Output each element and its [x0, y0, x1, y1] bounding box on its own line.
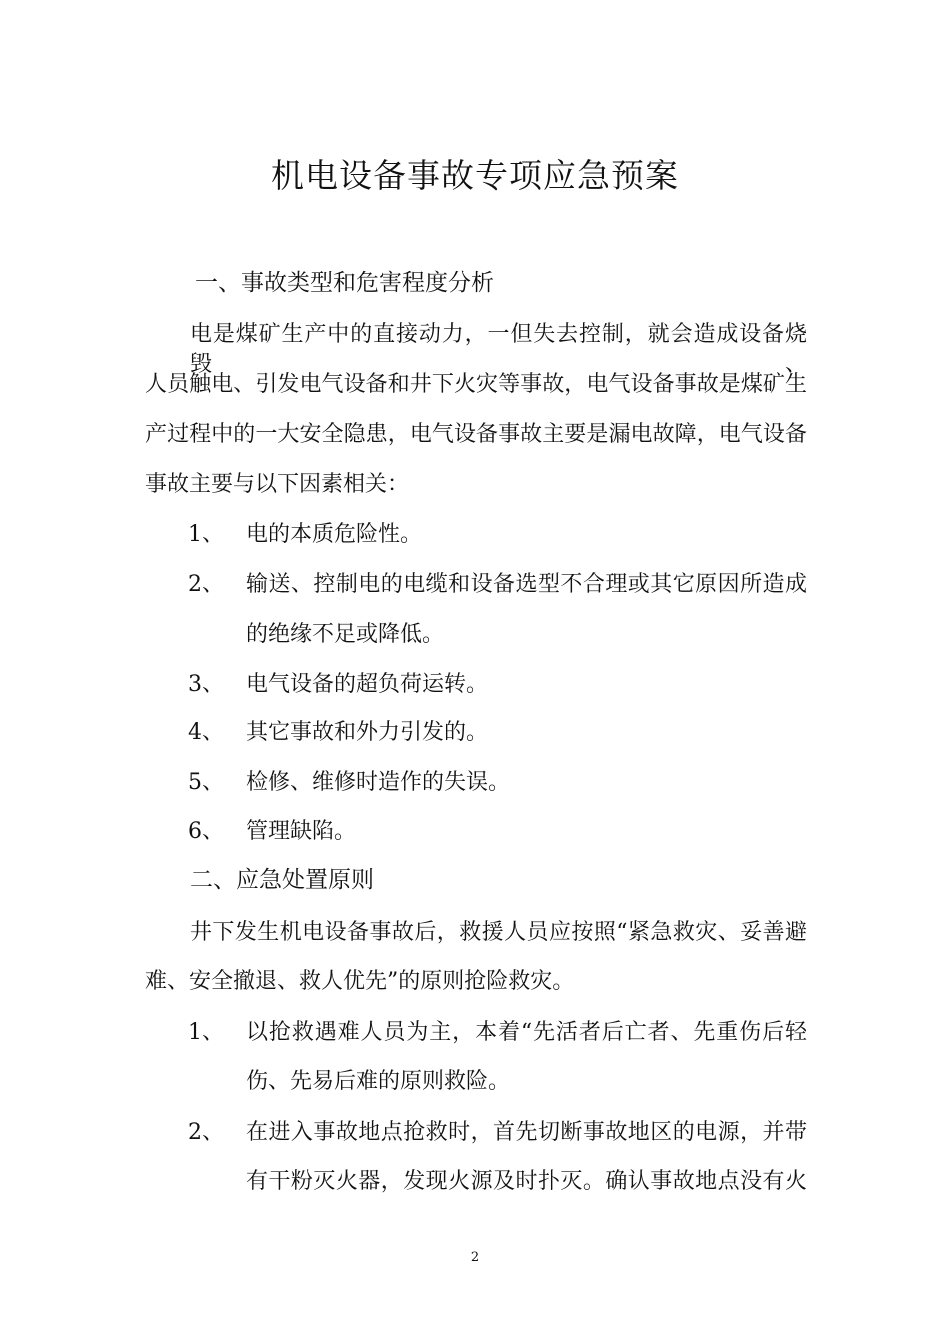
list-item-text: 电气设备的超负荷运转。: [246, 672, 489, 697]
section-1-paragraph-line: 人员触电、引发电气设备和井下火灾等事故，电气设备事故是煤矿生: [145, 372, 807, 397]
list-item-text: 有干粉灭火器，发现火源及时扑灭。确认事故地点没有火: [246, 1169, 807, 1194]
list-item-number: 2、: [188, 572, 224, 597]
section-1-heading: 一、事故类型和危害程度分析: [195, 270, 494, 296]
section-2-heading: 二、应急处置原则: [190, 867, 374, 893]
list-item-number: 1、: [188, 1020, 224, 1045]
section-1-paragraph-line: 产过程中的一大安全隐患，电气设备事故主要是漏电故障，电气设备: [145, 422, 807, 447]
section-1-paragraph-line: 事故主要与以下因素相关：: [145, 472, 410, 497]
list-item-number: 4、: [188, 720, 224, 745]
list-item-number: 3、: [188, 672, 224, 697]
list-item-text: 输送、控制电的电缆和设备选型不合理或其它原因所造成: [246, 572, 807, 597]
list-item-text: 以抢救遇难人员为主，本着“先活者后亡者、先重伤后轻: [246, 1020, 807, 1045]
list-item-text: 检修、维修时造作的失误。: [246, 770, 511, 795]
page-number: 2: [470, 1250, 480, 1265]
list-item-text: 伤、先易后难的原则救险。: [246, 1069, 511, 1094]
list-item-number: 6、: [188, 819, 224, 844]
list-item-text: 在进入事故地点抢救时，首先切断事故地区的电源，并带: [246, 1120, 807, 1145]
list-item-text: 电的本质危险性。: [246, 522, 423, 547]
list-item-number: 5、: [188, 770, 224, 795]
list-item-text: 管理缺陷。: [246, 819, 357, 844]
list-item-number: 1、: [188, 522, 224, 547]
section-1-paragraph-line: 电是煤矿生产中的直接动力，一但失去控制，就会造成设备烧毁、: [190, 322, 807, 377]
section-2-paragraph-line: 井下发生机电设备事故后，救援人员应按照“紧急救灾、妥善避: [190, 920, 807, 945]
list-item-text: 的绝缘不足或降低。: [246, 622, 445, 647]
list-item-text: 其它事故和外力引发的。: [246, 720, 489, 745]
page-title: 机电设备事故专项应急预案: [271, 156, 679, 195]
section-2-paragraph-line: 难、安全撤退、救人优先”的原则抢险救灾。: [145, 969, 575, 994]
list-item-number: 2、: [188, 1120, 224, 1145]
